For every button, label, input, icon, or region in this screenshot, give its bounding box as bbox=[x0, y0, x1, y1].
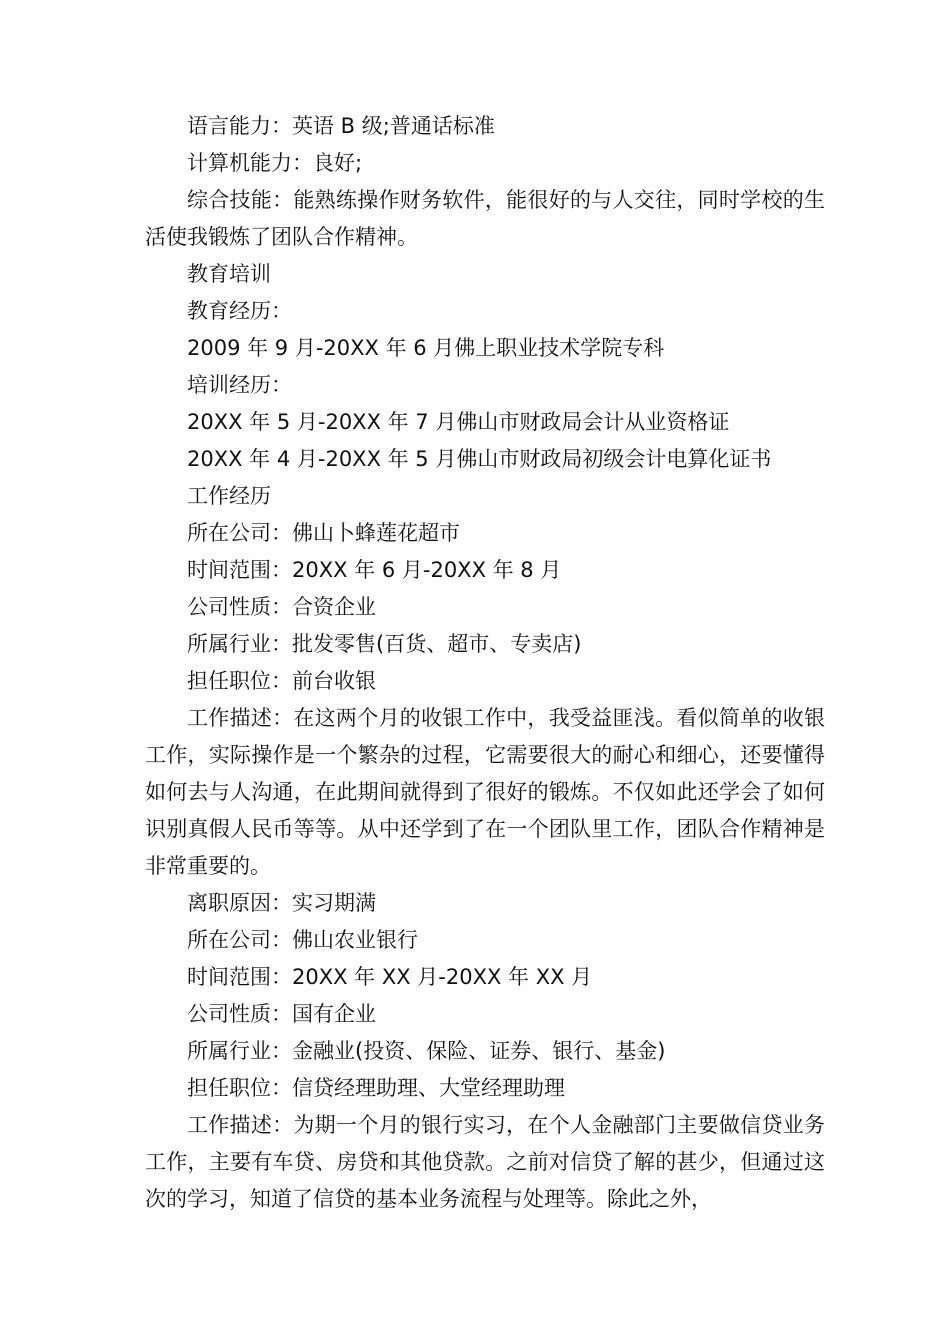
training-entry-1: 20XX 年 5 月-20XX 年 7 月佛山市财政局会计从业资格证 bbox=[187, 410, 730, 434]
general-skills-paragraph: 综合技能：能熟练操作财务软件，能很好的与人交往，同时学校的生活使我锻炼了团队合作精神。 bbox=[145, 188, 825, 249]
training-history-label: 培训经历： bbox=[187, 373, 292, 397]
company-1-period: 时间范围：20XX 年 6 月-20XX 年 8 月 bbox=[187, 558, 562, 582]
company-2-nature: 公司性质：国有企业 bbox=[187, 1002, 376, 1026]
company-2-description: 工作描述：为期一个月的银行实习，在个人金融部门主要做信贷业务工作，主要有车贷、房贷和其他贷款。之前对信贷了解的甚少，但通过这次的学习，知道了信贷的基本业务流程与处理等。除此之外， bbox=[145, 1113, 825, 1211]
company-1-leave-reason: 离职原因：实习期满 bbox=[187, 891, 376, 915]
company-2-period: 时间范围：20XX 年 XX 月-20XX 年 XX 月 bbox=[187, 965, 593, 989]
training-entry-2: 20XX 年 4 月-20XX 年 5 月佛山市财政局初级会计电算化证书 bbox=[187, 447, 772, 471]
company-1-name: 所在公司：佛山卜蜂莲花超市 bbox=[187, 521, 460, 545]
education-history-label: 教育经历： bbox=[187, 299, 292, 323]
company-1-industry: 所属行业：批发零售(百货、超市、专卖店) bbox=[187, 632, 582, 656]
education-training-heading: 教育培训 bbox=[187, 262, 271, 286]
computer-ability-line: 计算机能力：良好; bbox=[187, 151, 363, 175]
language-ability-line: 语言能力：英语 B 级;普通话标准 bbox=[187, 114, 495, 138]
education-entry: 2009 年 9 月-20XX 年 6 月佛上职业技术学院专科 bbox=[187, 336, 665, 360]
resume-body bbox=[145, 108, 825, 1218]
company-2-industry: 所属行业：金融业(投资、保险、证券、银行、基金) bbox=[187, 1039, 666, 1063]
company-1-description: 工作描述：在这两个月的收银工作中，我受益匪浅。看似简单的收银工作，实际操作是一个繁杂的过程，它需要很大的耐心和细心，还要懂得如何去与人沟通，在此期间就得到了很好的锻炼。不仅如此还学会了如何识别真假人民币等等。从中还学到了在一个团队里工作，团队合作精神是非常重要的。 bbox=[145, 706, 825, 878]
company-2-position: 担任职位：信贷经理助理、大堂经理助理 bbox=[187, 1076, 565, 1100]
company-1-position: 担任职位：前台收银 bbox=[187, 669, 376, 693]
company-2-name: 所在公司：佛山农业银行 bbox=[187, 928, 418, 952]
company-1-nature: 公司性质：合资企业 bbox=[187, 595, 376, 619]
work-experience-heading: 工作经历 bbox=[187, 484, 271, 508]
